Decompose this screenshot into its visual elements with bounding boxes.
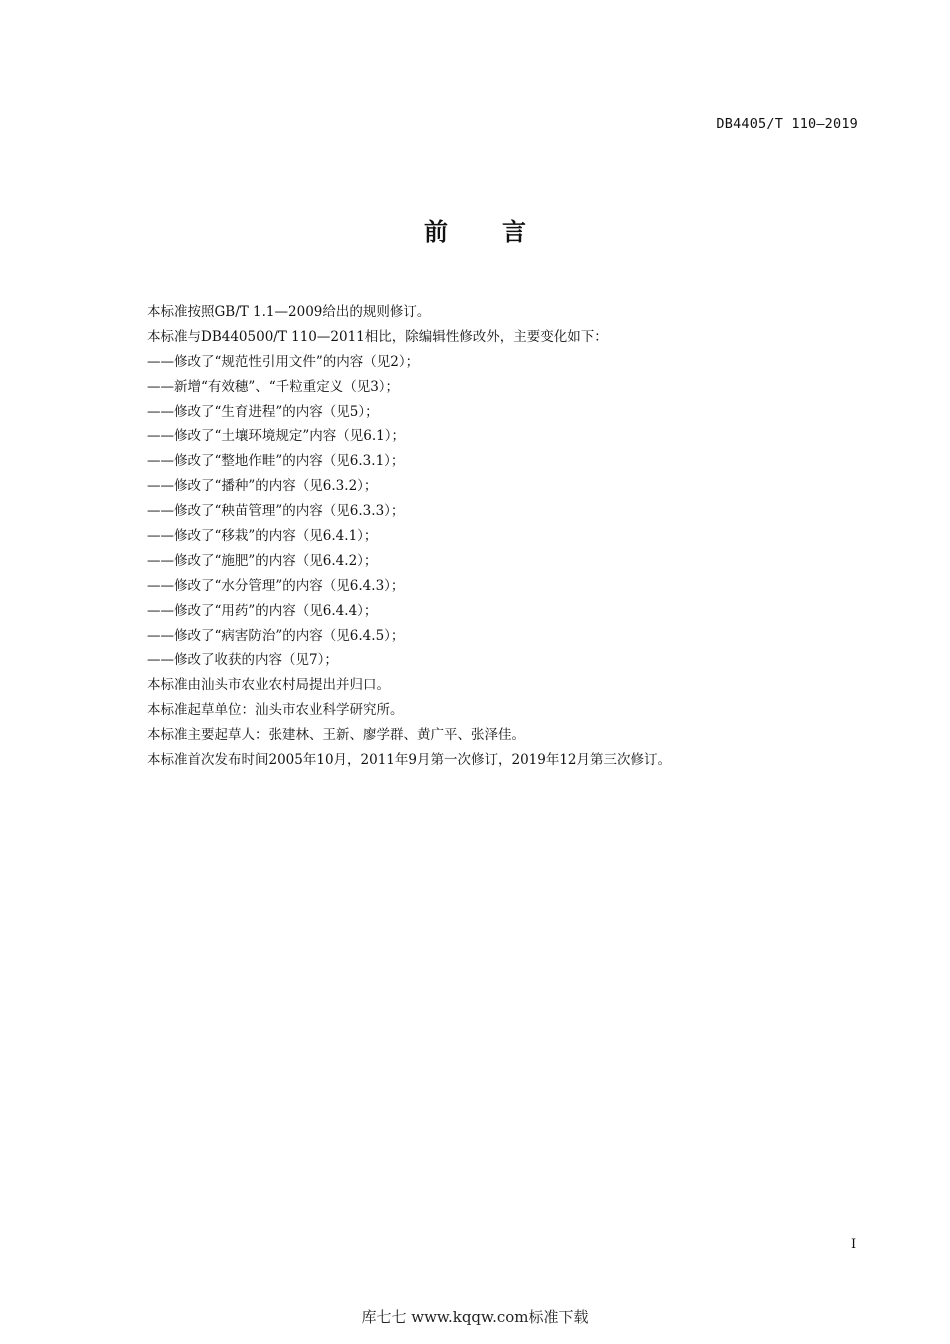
change-item: ——修改了“病害防治”的内容（见6.4.5）； [147,627,405,644]
change-item: ——修改了“播种”的内容（见6.3.2）； [147,478,378,495]
text-line: 本标准主要起草人：张建林、王新、廖学群、黄广平、张泽佳。 [147,727,525,744]
change-item: ——修改了“移栽”的内容（见6.4.1）； [147,528,378,545]
change-item: ——修改了“施肥”的内容（见6.4.2）； [147,552,378,569]
change-item: ——修改了“整地作畦”的内容（见6.3.1）； [147,453,405,470]
change-item: ——修改了“用药”的内容（见6.4.4）； [147,602,378,619]
text-line: 本标准起草单位：汕头市农业科学研究所。 [147,702,404,719]
text-line: 本标准按照GB/T 1.1—2009给出的规则修订。 [147,304,431,320]
change-item: ——修改了“规范性引用文件”的内容（见2）； [147,353,420,370]
change-item: ——修改了“水分管理”的内容（见6.4.3）； [147,577,405,594]
change-item: ——修改了“生育进程”的内容（见5）； [147,403,379,420]
page-number: I [851,1237,857,1252]
foreword-body [147,300,847,773]
change-item: ——修改了收获的内容（见7）； [147,652,338,669]
change-item: ——修改了“秧苗管理”的内容（见6.3.3）； [147,503,405,520]
text-line: 本标准由汕头市农业农村局提出并归口。 [147,677,390,694]
change-item: ——新增“有效穗”、“千粒重定义（见3）； [147,378,400,395]
watermark-text: 库七七 www.kqqw.com标准下载 [361,1308,589,1326]
text-line: 本标准首次发布时间2005年10月，2011年9月第一次修订，2019年12月第三次修订。 [147,752,672,769]
page-title: 前言 [424,218,580,246]
text-line: 本标准与DB440500/T 110—2011相比，除编辑性修改外，主要变化如下： [147,328,608,345]
document-code: DB4405/T 110—2019 [716,116,858,132]
change-item: ——修改了“土壤环境规定”内容（见6.1）； [147,428,406,445]
